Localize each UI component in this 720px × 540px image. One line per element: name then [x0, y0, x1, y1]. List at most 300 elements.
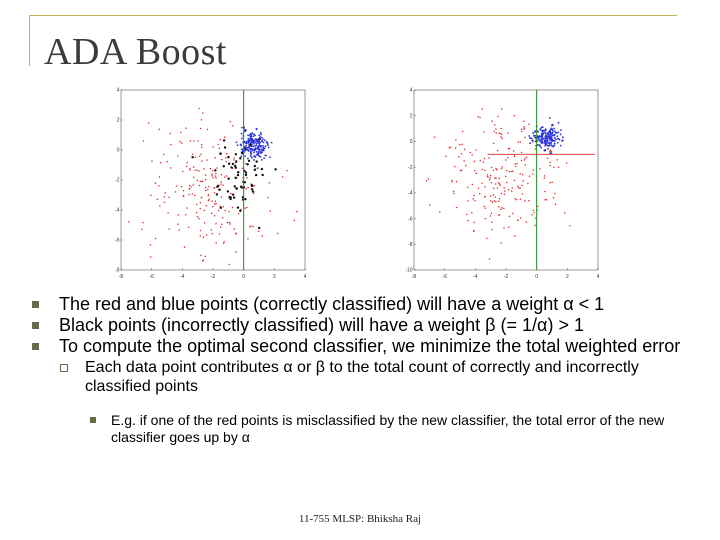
red-point	[223, 241, 225, 243]
blue-point	[534, 131, 536, 133]
red-point	[451, 181, 453, 183]
red-point	[208, 200, 210, 202]
blue-point	[257, 151, 259, 153]
blue-point	[548, 131, 550, 133]
red-point	[208, 198, 210, 200]
red-point	[522, 174, 524, 176]
red-point	[494, 124, 496, 126]
red-point	[200, 235, 202, 237]
red-point	[217, 144, 219, 146]
red-point	[286, 170, 288, 172]
red-point	[221, 174, 223, 176]
red-point	[215, 242, 217, 244]
blue-point	[549, 130, 551, 132]
red-point	[242, 167, 244, 169]
red-point	[224, 136, 226, 138]
blue-point	[253, 133, 255, 135]
red-point	[183, 190, 185, 192]
red-point	[226, 153, 228, 155]
red-point	[544, 177, 546, 179]
red-point	[450, 146, 452, 148]
red-point	[537, 206, 539, 208]
blue-point	[545, 132, 547, 134]
title-frame-horizontal	[29, 15, 677, 16]
blue-point	[262, 138, 264, 140]
red-point	[170, 133, 172, 135]
blue-point	[554, 140, 556, 142]
red-point	[245, 188, 247, 190]
red-point	[177, 214, 179, 216]
red-point	[142, 222, 144, 224]
blue-point	[554, 134, 556, 136]
blue-point	[544, 143, 546, 145]
red-point	[163, 154, 165, 156]
red-point	[494, 196, 496, 198]
red-point	[494, 200, 496, 202]
black-point	[245, 171, 247, 173]
black-point	[237, 206, 239, 208]
red-point	[485, 218, 487, 220]
red-point	[269, 182, 271, 184]
blue-point	[258, 134, 260, 136]
y-tick-label: 4	[409, 87, 413, 94]
red-point	[474, 161, 476, 163]
red-point	[491, 221, 493, 223]
red-point	[473, 231, 475, 233]
red-point	[500, 133, 502, 135]
red-point	[184, 246, 186, 248]
blue-point	[247, 158, 249, 160]
red-point	[471, 154, 473, 156]
sub-sub-bullet-item	[26, 412, 706, 446]
black-point	[258, 138, 260, 140]
red-point	[232, 207, 234, 209]
x-tick-label: -8	[411, 274, 417, 280]
black-point	[249, 144, 251, 146]
red-point	[201, 144, 203, 146]
y-tick-label: -2	[115, 177, 120, 184]
red-point	[203, 168, 205, 170]
red-point	[506, 170, 508, 172]
blue-point	[263, 142, 265, 144]
red-point	[553, 197, 555, 199]
red-point	[539, 168, 541, 170]
red-point	[428, 178, 430, 180]
red-point	[489, 179, 491, 181]
red-point	[501, 193, 503, 195]
red-point	[514, 180, 516, 182]
red-point	[508, 148, 510, 150]
black-point	[239, 157, 241, 159]
red-point	[531, 214, 533, 216]
blue-point	[547, 148, 549, 150]
red-point	[528, 200, 530, 202]
red-point	[498, 178, 500, 180]
red-point	[553, 166, 555, 168]
red-point	[474, 170, 476, 172]
red-point	[232, 125, 234, 127]
blue-point	[529, 137, 531, 139]
red-point	[503, 208, 505, 210]
blue-point	[557, 131, 559, 133]
blue-point	[255, 138, 257, 140]
red-point	[487, 176, 489, 178]
x-tick-label: -6	[149, 274, 154, 280]
red-point	[501, 134, 503, 136]
red-point	[192, 154, 194, 156]
bullet-text: Black points (incorrectly classified) will have a weight β (= 1/α) > 1	[59, 315, 584, 335]
red-point	[491, 167, 493, 169]
red-point	[223, 243, 225, 245]
red-point	[207, 129, 209, 131]
red-point	[194, 195, 196, 197]
red-point	[544, 175, 546, 177]
red-point	[198, 218, 200, 220]
black-point	[224, 146, 226, 148]
red-point	[463, 160, 465, 162]
red-point	[200, 128, 202, 130]
red-point	[501, 168, 503, 170]
red-point	[215, 201, 217, 203]
red-point	[490, 195, 492, 197]
red-point	[532, 173, 534, 175]
red-point	[524, 128, 526, 130]
red-point	[511, 187, 513, 189]
red-point	[270, 210, 272, 212]
y-tick-label: -6	[408, 216, 413, 223]
red-point	[148, 122, 150, 124]
black-point	[232, 163, 234, 165]
square-bullet-icon	[32, 301, 39, 308]
red-point	[514, 155, 516, 157]
red-point	[479, 193, 481, 195]
red-point	[495, 201, 497, 203]
red-point	[215, 175, 217, 177]
red-point	[158, 185, 160, 187]
blue-point	[549, 139, 551, 141]
blue-point	[246, 143, 248, 145]
blue-point	[241, 148, 243, 150]
red-point	[483, 206, 485, 208]
red-point	[220, 226, 222, 228]
red-point	[202, 112, 204, 114]
small-square-bullet-icon	[90, 417, 96, 423]
red-point	[188, 227, 190, 229]
blue-point	[529, 142, 531, 144]
blue-point	[551, 125, 553, 127]
blue-point	[557, 138, 559, 140]
blue-point	[268, 147, 270, 149]
red-point	[507, 132, 509, 134]
red-point	[215, 173, 217, 175]
black-point	[223, 139, 225, 141]
red-point	[196, 212, 198, 214]
red-point	[497, 187, 499, 189]
blue-point	[259, 136, 261, 138]
slide-title: ADA Boost	[44, 31, 227, 73]
blue-point	[539, 145, 541, 147]
red-point	[189, 169, 191, 171]
red-point	[220, 183, 222, 185]
blue-point	[541, 138, 543, 140]
red-point	[211, 200, 213, 202]
blue-point	[241, 138, 243, 140]
red-point	[206, 234, 208, 236]
blue-point	[253, 145, 255, 147]
red-point	[434, 136, 436, 138]
red-point	[455, 139, 457, 141]
red-point	[508, 226, 510, 228]
red-point	[159, 205, 161, 207]
black-point	[254, 165, 256, 167]
black-point	[219, 152, 221, 154]
red-point	[230, 193, 232, 195]
red-point	[524, 158, 526, 160]
red-point	[535, 148, 537, 150]
red-point	[516, 163, 518, 165]
red-point	[493, 194, 495, 196]
blue-point	[261, 159, 263, 161]
red-point	[508, 189, 510, 191]
red-point	[228, 211, 230, 213]
red-point	[516, 199, 518, 201]
red-point	[464, 148, 466, 150]
red-point	[207, 189, 209, 191]
red-point	[491, 229, 493, 231]
red-point	[233, 159, 235, 161]
red-point	[206, 205, 208, 207]
red-point	[467, 200, 469, 202]
red-point	[470, 152, 472, 154]
red-point	[186, 207, 188, 209]
red-point	[178, 229, 180, 231]
black-point	[223, 165, 225, 167]
red-point	[456, 181, 458, 183]
red-point	[214, 157, 216, 159]
square-bullet-icon	[32, 322, 39, 329]
y-tick-label: -2	[408, 164, 413, 171]
black-point	[220, 207, 222, 209]
red-point	[247, 187, 249, 189]
blue-point	[257, 142, 259, 144]
red-point	[204, 210, 206, 212]
blue-point	[554, 130, 556, 132]
black-point	[230, 166, 232, 168]
red-point	[221, 181, 223, 183]
blue-point	[559, 139, 561, 141]
black-point	[261, 168, 263, 170]
red-point	[461, 144, 463, 146]
red-point	[555, 204, 557, 206]
red-point	[459, 144, 461, 146]
red-point	[170, 144, 172, 146]
blue-point	[265, 145, 267, 147]
blue-point	[259, 151, 261, 153]
red-point	[150, 244, 152, 246]
blue-point	[540, 129, 542, 131]
red-point	[544, 191, 546, 193]
sub-bullet-text: Each data point contributes α or β to the total count of correctly and incorrectly classified points	[85, 359, 639, 395]
red-point	[511, 190, 513, 192]
red-point	[216, 167, 218, 169]
red-point	[498, 206, 500, 208]
red-point	[213, 146, 215, 148]
red-point	[478, 187, 480, 189]
red-point	[200, 202, 202, 204]
blue-point	[538, 136, 540, 138]
red-point	[490, 200, 492, 202]
blue-point	[551, 137, 553, 139]
red-point	[533, 169, 534, 171]
blue-point	[548, 134, 550, 136]
red-point	[505, 176, 507, 178]
red-point	[465, 165, 467, 167]
red-point	[500, 242, 502, 244]
red-point	[439, 211, 441, 213]
blue-point	[250, 153, 252, 155]
red-point	[483, 161, 485, 163]
red-point	[472, 184, 474, 186]
red-point	[500, 208, 502, 210]
blue-point	[266, 141, 268, 143]
red-point	[258, 230, 260, 232]
red-point	[143, 140, 145, 142]
red-point	[220, 139, 222, 141]
blue-point	[252, 148, 254, 150]
red-point	[214, 215, 216, 217]
blue-point	[251, 139, 253, 141]
red-point	[517, 219, 519, 221]
red-point	[490, 175, 492, 177]
red-point	[506, 182, 508, 184]
black-point	[228, 163, 230, 165]
red-point	[164, 196, 166, 198]
black-point	[248, 160, 250, 162]
red-point	[482, 108, 484, 110]
red-point	[250, 225, 252, 227]
red-point	[481, 169, 483, 171]
red-point	[564, 212, 566, 214]
blue-point	[256, 154, 258, 156]
red-point	[549, 182, 551, 184]
blue-point	[250, 155, 252, 157]
red-point	[150, 194, 152, 196]
red-point	[203, 237, 205, 239]
red-point	[221, 196, 223, 198]
red-point	[521, 160, 523, 162]
black-point	[240, 186, 242, 188]
red-point	[485, 207, 487, 209]
blue-point	[255, 145, 257, 147]
red-point	[558, 167, 560, 169]
black-point	[252, 190, 254, 192]
blue-point	[253, 135, 255, 137]
red-point	[180, 132, 182, 134]
x-tick-label: -2	[503, 274, 509, 280]
blue-point	[544, 145, 546, 147]
red-point	[151, 160, 153, 162]
blue-point	[549, 142, 551, 144]
black-point	[235, 153, 237, 155]
x-tick-label: -4	[473, 274, 478, 280]
y-tick-label: -4	[408, 190, 413, 197]
blue-point	[263, 157, 265, 159]
red-point	[157, 199, 159, 201]
red-point	[247, 238, 249, 240]
x-tick-label: -2	[210, 274, 216, 280]
blue-point	[240, 144, 242, 146]
blue-point	[557, 142, 559, 144]
red-point	[166, 161, 168, 163]
black-point	[239, 210, 241, 212]
red-point	[221, 223, 223, 225]
red-point	[501, 166, 503, 168]
black-point	[244, 147, 246, 149]
blue-point	[244, 155, 246, 157]
black-point	[251, 188, 253, 190]
red-point	[456, 207, 458, 209]
blue-point	[267, 144, 269, 146]
blue-point	[531, 137, 533, 139]
blue-point	[550, 128, 552, 130]
red-point	[159, 129, 161, 131]
y-tick-label: 2	[409, 113, 413, 120]
bullet-item	[26, 294, 706, 315]
blue-point	[247, 134, 249, 136]
red-point	[448, 147, 450, 149]
y-tick-label: 2	[116, 117, 120, 124]
red-point	[176, 185, 178, 187]
red-point	[215, 203, 217, 205]
red-point	[198, 185, 200, 187]
red-point	[199, 208, 201, 210]
blue-point	[540, 135, 542, 137]
x-tick-label: -6	[442, 274, 447, 280]
right-scatter-plot	[406, 88, 606, 280]
blue-point	[532, 132, 534, 134]
red-point	[475, 149, 477, 151]
red-point	[518, 141, 520, 143]
red-point	[199, 156, 201, 158]
red-point	[201, 160, 203, 162]
blue-point	[548, 137, 550, 139]
red-point	[546, 199, 548, 201]
black-point	[244, 198, 246, 200]
red-point	[197, 169, 199, 171]
red-point	[495, 183, 497, 185]
red-point	[235, 232, 237, 234]
red-point	[527, 183, 529, 185]
red-point	[523, 126, 525, 128]
red-point	[170, 167, 172, 169]
red-point	[229, 264, 231, 266]
red-point	[524, 200, 526, 202]
y-tick-label: -8	[408, 241, 413, 248]
red-point	[524, 137, 526, 139]
red-point	[177, 223, 179, 225]
red-point	[549, 162, 551, 164]
blue-point	[540, 147, 542, 149]
red-point	[483, 131, 485, 133]
black-point	[241, 152, 243, 154]
red-point	[509, 171, 511, 173]
red-point	[262, 235, 264, 237]
red-point	[519, 173, 521, 175]
plot-area	[115, 88, 307, 280]
red-point	[484, 158, 486, 160]
red-point	[461, 153, 463, 155]
red-point	[294, 220, 296, 222]
